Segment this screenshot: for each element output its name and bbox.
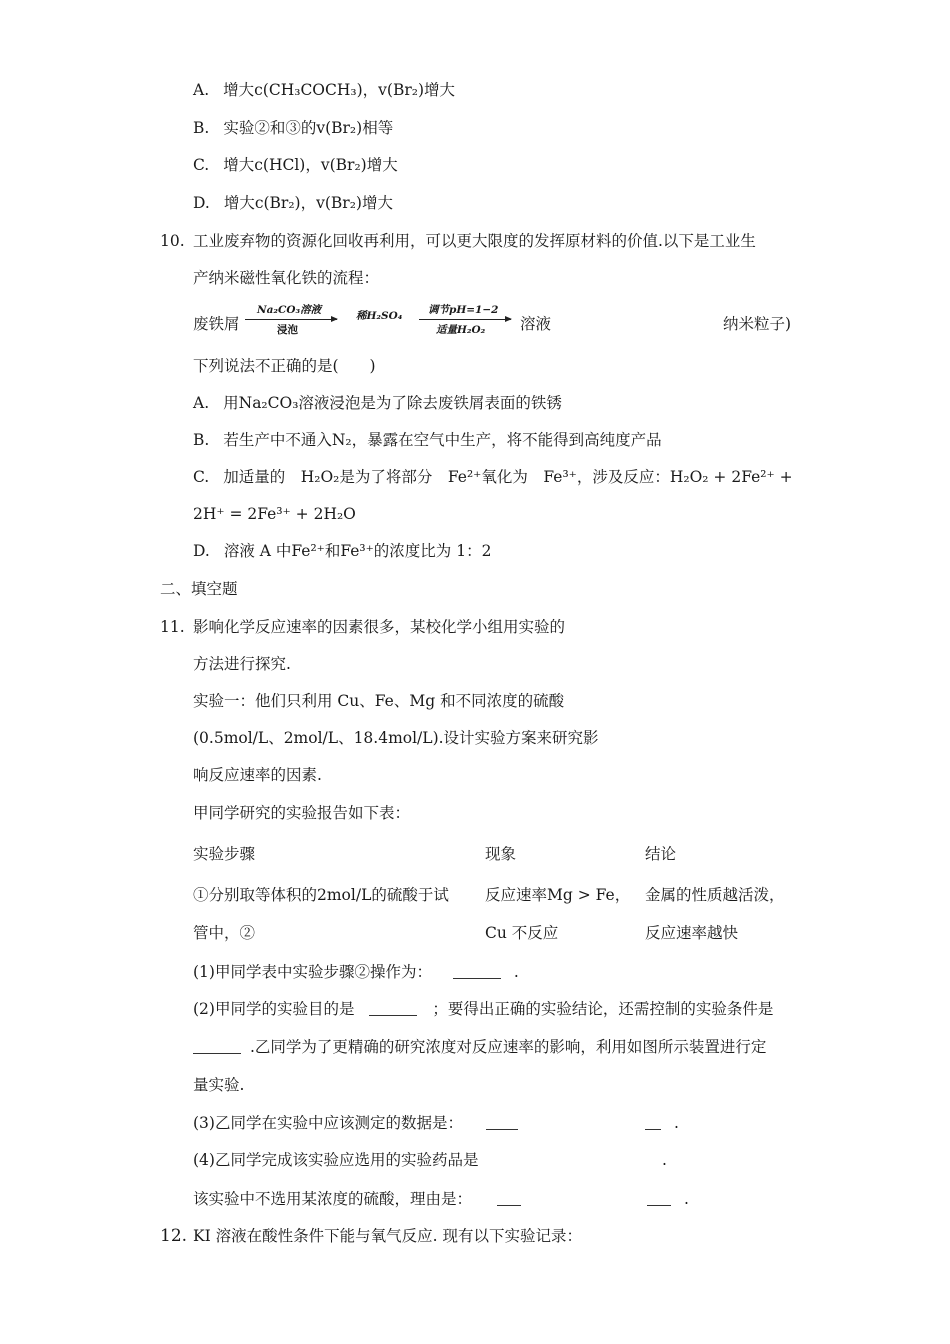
answer-blank[interactable] (193, 1039, 241, 1054)
q10-option-d: D. 溶液 A 中Fe²⁺和Fe³⁺的浓度比为 1：2 (193, 542, 492, 560)
answer-blank[interactable] (486, 1115, 518, 1130)
q11-sub1: (1)甲同学表中实验步骤②操作为： . (193, 963, 519, 981)
flow-end: 溶液 (520, 315, 552, 333)
flow-arrow-2 (419, 319, 511, 320)
table-cell-phenomenon-line1: 反应速率Mg > Fe， (485, 886, 631, 904)
answer-blank[interactable] (369, 1001, 417, 1016)
q10-prompt: 下列说法不正确的是( ) (193, 357, 376, 375)
table-cell-step-line2: 管中，② (193, 924, 256, 942)
q11-sub3: (3)乙同学在实验中应该测定的数据是： (193, 1113, 518, 1133)
q11-sub2-line3: 量实验. (193, 1076, 245, 1094)
q12-stem: KI 溶液在酸性条件下能与氧气反应. 现有以下实验记录： (193, 1227, 582, 1245)
flow-start: 废铁屑 (193, 315, 240, 333)
flow-tail: 纳米粒子) (723, 315, 792, 333)
flow-arrow2-bottom-label: 适量H₂O₂ (436, 324, 486, 336)
table-header-steps: 实验步骤 (193, 845, 256, 863)
section-heading: 二、填空题 (160, 580, 238, 598)
table-header-conclusion: 结论 (645, 845, 677, 863)
q9-option-d: D. 增大c(Br₂)，v(Br₂)增大 (193, 194, 393, 212)
q11-line2: 方法进行探究. (193, 655, 291, 673)
q11-line5: 响反应速率的因素. (193, 766, 322, 784)
q10-option-b: B. 若生产中不通入N₂，暴露在空气中生产，将不能得到高纯度产品 (193, 431, 662, 449)
process-flow-diagram (193, 300, 813, 344)
q9-option-a: A. 增大c(CH₃COCH₃)，v(Br₂)增大 (193, 81, 456, 99)
q11-sub4b-end: . (647, 1189, 689, 1209)
q9-option-b: B. 实验②和③的v(Br₂)相等 (193, 119, 394, 137)
q10-stem-line1: 工业废弃物的资源化回收再利用，可以更大限度的发挥原材料的价值.以下是工业生 (193, 232, 756, 250)
q10-stem-line2: 产纳米磁性氧化铁的流程： (193, 269, 380, 287)
q11-line1: 影响化学反应速率的因素很多，某校化学小组用实验的 (193, 618, 566, 636)
q11-sub2-line2: .乙同学为了更精确的研究浓度对反应速率的影响，利用如图所示装置进行定 (193, 1037, 766, 1057)
q10-number: 10. (160, 232, 185, 250)
table-cell-step-line1: ①分别取等体积的2mol/L的硫酸于试 (193, 886, 449, 904)
flow-arrow2-top-label: 调节pH=1−2 (428, 304, 499, 316)
q10-option-c: C. 加适量的 H₂O₂是为了将部分 Fe²⁺氧化为 Fe³⁺，涉及反应：H₂O₂ + 2Fe²⁺ + (193, 468, 793, 486)
flow-arrow1-bottom-label: 浸泡 (277, 324, 298, 336)
flow-arrow1-top-label: Na₂CO₃溶液 (257, 304, 322, 316)
q12-number: 12. (160, 1226, 188, 1246)
table-cell-conclusion-line1: 金属的性质越活泼， (645, 886, 785, 904)
answer-blank[interactable] (453, 964, 501, 979)
table-cell-conclusion-line2: 反应速率越快 (645, 924, 739, 942)
q11-sub4-end: . (662, 1151, 667, 1169)
answer-blank[interactable] (645, 1115, 661, 1130)
answer-blank[interactable] (497, 1191, 521, 1206)
q11-number: 11. (160, 618, 185, 636)
q11-line3: 实验一：他们只利用 Cu、Fe、Mg 和不同浓度的硫酸 (193, 692, 565, 710)
q11-sub4: (4)乙同学完成该实验应选用的实验药品是 (193, 1151, 479, 1169)
q9-option-c: C. 增大c(HCl)，v(Br₂)增大 (193, 156, 398, 174)
table-header-phenomenon: 现象 (485, 845, 517, 863)
q11-line4: (0.5mol/L、2mol/L、18.4mol/L).设计实验方案来研究影 (193, 729, 599, 747)
q11-sub4b: 该实验中不选用某浓度的硫酸，理由是： (193, 1189, 521, 1209)
q11-line6: 甲同学研究的实验报告如下表： (193, 804, 411, 822)
q10-option-c-line2: 2H⁺ = 2Fe³⁺ + 2H₂O (193, 505, 356, 523)
flow-mid-reagent: 稀H₂SO₄ (356, 310, 403, 322)
table-cell-phenomenon-line2: Cu 不反应 (485, 924, 559, 942)
q11-sub3-end: . (645, 1113, 679, 1133)
flow-arrow-1 (245, 319, 337, 320)
answer-blank[interactable] (647, 1191, 671, 1206)
q10-option-a: A. 用Na₂CO₃溶液浸泡是为了除去废铁屑表面的铁锈 (193, 394, 562, 412)
q11-sub2: (2)甲同学的实验目的是 ；要得出正确的实验结论，还需控制的实验条件是 (193, 1000, 774, 1018)
